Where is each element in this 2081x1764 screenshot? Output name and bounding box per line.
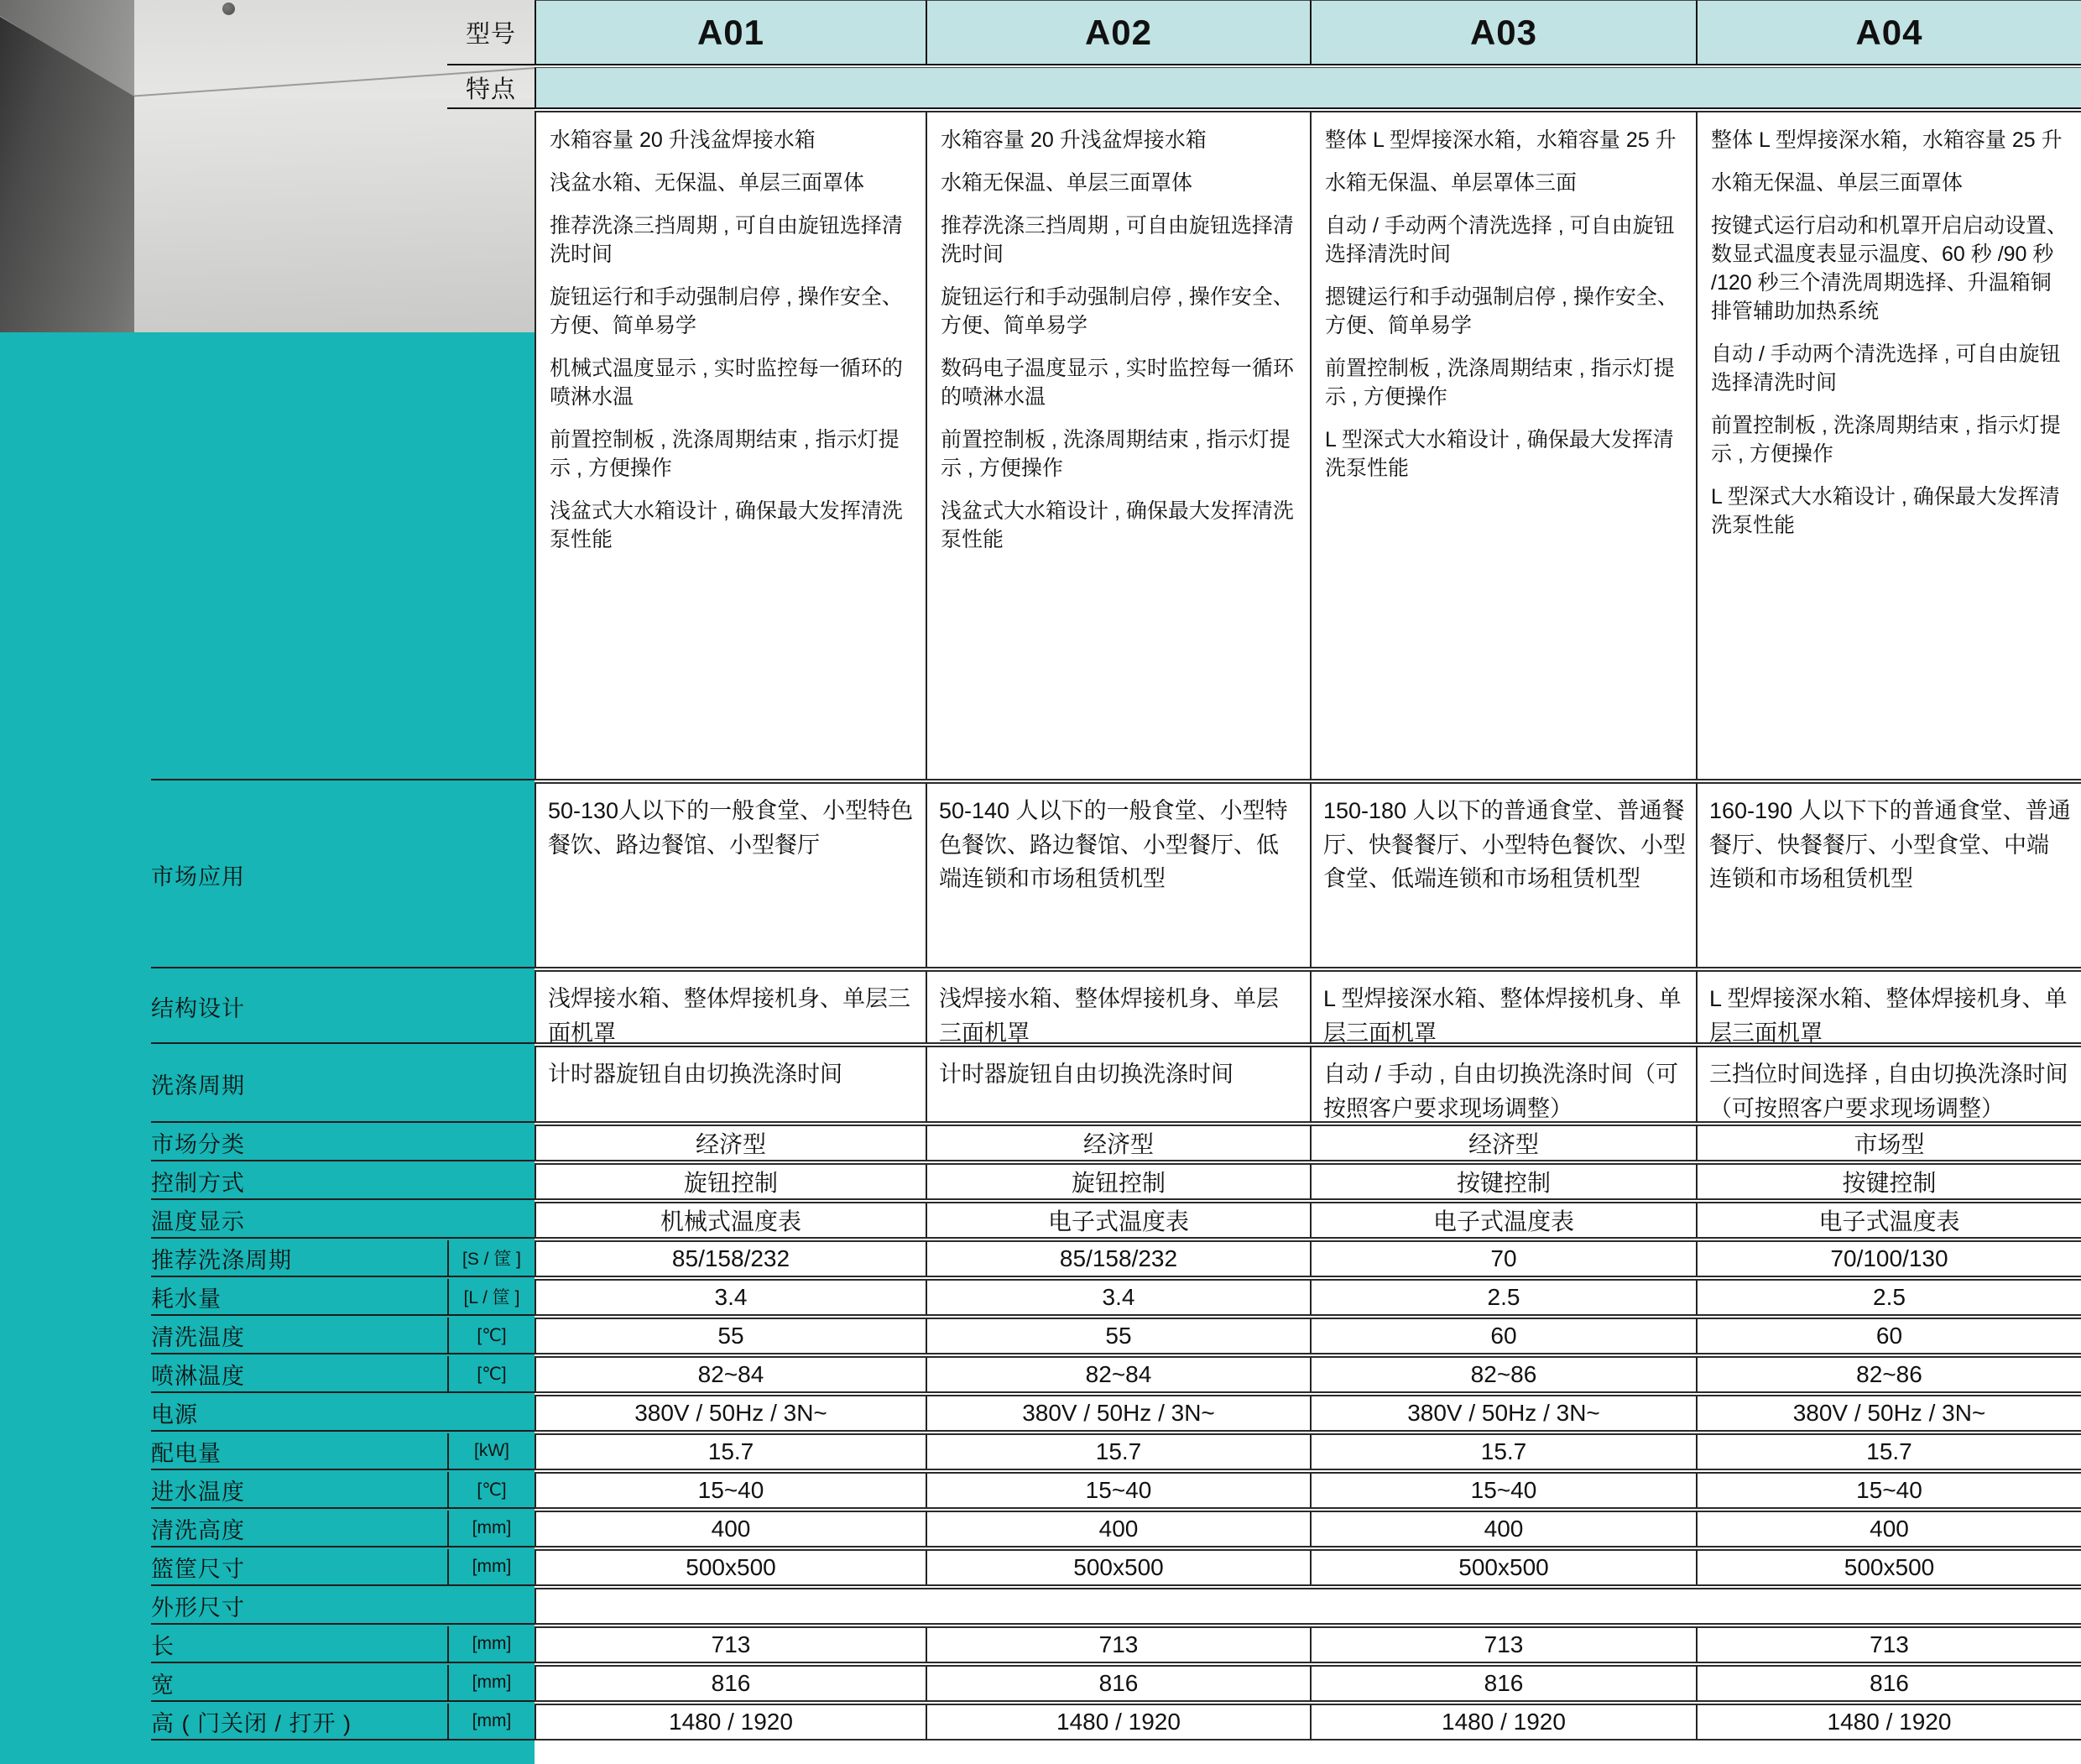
spec-value-power-supply-a03: 380V / 50Hz / 3N~ xyxy=(1310,1395,1696,1432)
spec-value-recommended-wash-cycle-a02: 85/158/232 xyxy=(926,1240,1310,1277)
feature-item: 浅盆式大水箱设计 , 确保最大发挥清洗泵性能 xyxy=(941,499,1294,551)
spec-label-power-rating: 配电量 xyxy=(151,1433,447,1470)
spec-unit-wash-temperature: [℃] xyxy=(447,1318,535,1354)
spec-value-power-supply-a04: 380V / 50Hz / 3N~ xyxy=(1696,1395,2081,1432)
spec-label-width: 宽 xyxy=(151,1665,447,1702)
spec-value-height-door-closed-open-a04: 1480 / 1920 xyxy=(1696,1704,2081,1741)
feature-item: 水箱无保温、单层三面罩体 xyxy=(1711,171,1964,195)
spec-value-inlet-water-temperature-a03: 15~40 xyxy=(1310,1472,1696,1509)
feature-item: 整体 L 型焊接深水箱，水箱容量 25 升 xyxy=(1711,128,2063,152)
feature-item: 水箱容量 20 升浅盆焊接水箱 xyxy=(941,128,1207,152)
spec-value-rinse-temperature-a03: 82~86 xyxy=(1310,1356,1696,1393)
spec-value-market-application-a04: 160-190 人以下下的普通食堂、普通餐厅、快餐餐厅、小型食堂、中端连锁和市场租赁机型 xyxy=(1696,782,2081,968)
spec-label-basket-size: 篮筐尺寸 xyxy=(151,1549,447,1586)
spec-label-wash-temperature: 清洗温度 xyxy=(151,1318,447,1354)
feature-item: 推荐洗涤三挡周期 , 可自由旋钮选择清洗时间 xyxy=(941,214,1294,266)
features-cell-a03 xyxy=(1310,111,1696,780)
spec-value-wash-cycle-a04: 三挡位时间选择 , 自由切换洗涤时间（可按照客户要求现场调整） xyxy=(1696,1046,2081,1123)
spec-unit-length: [mm] xyxy=(447,1626,535,1663)
spec-value-basket-size-a02: 500x500 xyxy=(926,1549,1310,1586)
spec-value-temp-display-a02: 电子式温度表 xyxy=(926,1202,1310,1239)
spec-value-length-a02: 713 xyxy=(926,1626,1310,1663)
spec-label-inlet-water-temperature: 进水温度 xyxy=(151,1472,447,1509)
spec-value-wash-height-a01: 400 xyxy=(535,1511,926,1547)
spec-value-inlet-water-temperature-a04: 15~40 xyxy=(1696,1472,2081,1509)
feature-item: 水箱无保温、单层三面罩体 xyxy=(941,171,1193,195)
spec-value-power-rating-a02: 15.7 xyxy=(926,1433,1310,1470)
spec-value-water-consumption-a01: 3.4 xyxy=(535,1279,926,1316)
spec-label-height-door-closed-open: 高 ( 门关闭 / 打开 ) xyxy=(151,1704,447,1741)
spec-value-rinse-temperature-a01: 82~84 xyxy=(535,1356,926,1393)
spec-value-power-supply-a01: 380V / 50Hz / 3N~ xyxy=(535,1395,926,1432)
spec-value-market-class-a04: 市场型 xyxy=(1696,1125,2081,1161)
features-header-band xyxy=(535,67,2081,109)
spec-value-basket-size-a01: 500x500 xyxy=(535,1549,926,1586)
feature-item: 浅盆水箱、无保温、单层三面罩体 xyxy=(550,171,865,195)
spec-unit-recommended-wash-cycle: [S / 筐 ] xyxy=(447,1240,535,1277)
spec-unit-power-rating: [kW] xyxy=(447,1433,535,1470)
feature-item: L 型深式大水箱设计 , 确保最大发挥清洗泵性能 xyxy=(1711,485,2060,537)
feature-item: 前置控制板 , 洗涤周期结束 , 指示灯提示 , 方便操作 xyxy=(1711,414,2061,466)
spec-value-recommended-wash-cycle-a04: 70/100/130 xyxy=(1696,1240,2081,1277)
spec-value-control-type-a04: 按键控制 xyxy=(1696,1163,2081,1200)
feature-item: 数码电子温度显示 , 实时监控每一循环的喷淋水温 xyxy=(941,357,1294,409)
spec-value-rinse-temperature-a02: 82~84 xyxy=(926,1356,1310,1393)
spec-value-wash-temperature-a01: 55 xyxy=(535,1318,926,1354)
spec-value-wash-height-a02: 400 xyxy=(926,1511,1310,1547)
spec-value-height-door-closed-open-a02: 1480 / 1920 xyxy=(926,1704,1310,1741)
spec-value-water-consumption-a03: 2.5 xyxy=(1310,1279,1696,1316)
feature-item: 旋钮运行和手动强制启停 , 操作安全、方便、简单易学 xyxy=(941,285,1294,337)
spec-value-market-application-a03: 150-180 人以下的普通食堂、普通餐厅、快餐餐厅、小型特色餐饮、小型食堂、低端连锁和市场租赁机型 xyxy=(1310,782,1696,968)
spec-value-inlet-water-temperature-a01: 15~40 xyxy=(535,1472,926,1509)
spec-value-structure-design-a02: 浅焊接水箱、整体焊接机身、单层三面机罩 xyxy=(926,970,1310,1044)
feature-item: 前置控制板 , 洗涤周期结束 , 指示灯提示 , 方便操作 xyxy=(1325,357,1675,409)
spec-unit-height-door-closed-open: [mm] xyxy=(447,1704,535,1741)
feature-item: L 型深式大水箱设计 , 确保最大发挥清洗泵性能 xyxy=(1325,428,1674,480)
model-row-label: 型号 xyxy=(447,0,535,65)
spec-value-temp-display-a03: 电子式温度表 xyxy=(1310,1202,1696,1239)
spec-value-water-consumption-a04: 2.5 xyxy=(1696,1279,2081,1316)
feature-item: 前置控制板 , 洗涤周期结束 , 指示灯提示 , 方便操作 xyxy=(941,428,1291,480)
features-row-label: 特点 xyxy=(447,67,535,109)
spec-value-wash-temperature-a04: 60 xyxy=(1696,1318,2081,1354)
spec-label-wash-height: 清洗高度 xyxy=(151,1511,447,1547)
spec-value-market-class-a02: 经济型 xyxy=(926,1125,1310,1161)
spec-value-power-rating-a04: 15.7 xyxy=(1696,1433,2081,1470)
spec-value-height-door-closed-open-a01: 1480 / 1920 xyxy=(535,1704,926,1741)
spec-label-market-application: 市场应用 xyxy=(151,782,535,968)
spec-value-market-class-a03: 经济型 xyxy=(1310,1125,1696,1161)
spec-value-power-rating-a01: 15.7 xyxy=(535,1433,926,1470)
spec-label-wash-cycle: 洗涤周期 xyxy=(151,1046,535,1123)
spec-label-rinse-temperature: 喷淋温度 xyxy=(151,1356,447,1393)
spec-value-height-door-closed-open-a03: 1480 / 1920 xyxy=(1310,1704,1696,1741)
spec-value-length-a01: 713 xyxy=(535,1626,926,1663)
spec-unit-wash-height: [mm] xyxy=(447,1511,535,1547)
spec-value-structure-design-a01: 浅焊接水箱、整体焊接机身、单层三面机罩 xyxy=(535,970,926,1044)
feature-item: 水箱无保温、单层罩体三面 xyxy=(1325,171,1578,195)
spec-span-cell-outline-dimensions xyxy=(535,1588,2081,1625)
spec-value-water-consumption-a02: 3.4 xyxy=(926,1279,1310,1316)
spec-value-temp-display-a04: 电子式温度表 xyxy=(1696,1202,2081,1239)
spec-value-wash-height-a04: 400 xyxy=(1696,1511,2081,1547)
feature-item: 旋钮运行和手动强制启停 , 操作安全、方便、简单易学 xyxy=(550,285,903,337)
spec-value-structure-design-a04: L 型焊接深水箱、整体焊接机身、单层三面机罩 xyxy=(1696,970,2081,1044)
model-header-a01: A01 xyxy=(535,0,926,65)
spec-label-temp-display: 温度显示 xyxy=(151,1202,535,1239)
spec-unit-width: [mm] xyxy=(447,1665,535,1702)
spec-label-market-class: 市场分类 xyxy=(151,1125,535,1161)
model-header-a02: A02 xyxy=(926,0,1310,65)
spec-value-control-type-a02: 旋钮控制 xyxy=(926,1163,1310,1200)
spec-value-wash-cycle-a01: 计时器旋钮自由切换洗涤时间 xyxy=(535,1046,926,1123)
spec-value-market-application-a01: 50-130人以下的一般食堂、小型特色餐饮、路边餐馆、小型餐厅 xyxy=(535,782,926,968)
feature-item: 整体 L 型焊接深水箱，水箱容量 25 升 xyxy=(1325,128,1677,152)
spec-value-inlet-water-temperature-a02: 15~40 xyxy=(926,1472,1310,1509)
feature-item: 自动 / 手动两个清洗选择 , 可自由旋钮选择清洗时间 xyxy=(1325,214,1675,266)
spec-value-wash-temperature-a03: 60 xyxy=(1310,1318,1696,1354)
spec-value-structure-design-a03: L 型焊接深水箱、整体焊接机身、单层三面机罩 xyxy=(1310,970,1696,1044)
spec-label-water-consumption: 耗水量 xyxy=(151,1279,447,1316)
spec-value-basket-size-a03: 500x500 xyxy=(1310,1549,1696,1586)
spec-value-market-application-a02: 50-140 人以下的一般食堂、小型特色餐饮、路边餐馆、小型餐厅、低端连锁和市场租赁机型 xyxy=(926,782,1310,968)
spec-unit-inlet-water-temperature: [℃] xyxy=(447,1472,535,1509)
feature-item: 前置控制板 , 洗涤周期结束 , 指示灯提示 , 方便操作 xyxy=(550,428,900,480)
spec-label-length: 长 xyxy=(151,1626,447,1663)
spec-value-control-type-a03: 按键控制 xyxy=(1310,1163,1696,1200)
spec-label-recommended-wash-cycle: 推荐洗涤周期 xyxy=(151,1240,447,1277)
spec-value-power-supply-a02: 380V / 50Hz / 3N~ xyxy=(926,1395,1310,1432)
spec-value-rinse-temperature-a04: 82~86 xyxy=(1696,1356,2081,1393)
spec-value-length-a04: 713 xyxy=(1696,1626,2081,1663)
spec-value-length-a03: 713 xyxy=(1310,1626,1696,1663)
spec-value-wash-temperature-a02: 55 xyxy=(926,1318,1310,1354)
spec-value-width-a04: 816 xyxy=(1696,1665,2081,1702)
spec-value-wash-cycle-a02: 计时器旋钮自由切换洗涤时间 xyxy=(926,1046,1310,1123)
spec-value-width-a01: 816 xyxy=(535,1665,926,1702)
spec-value-control-type-a01: 旋钮控制 xyxy=(535,1163,926,1200)
features-cell-a01 xyxy=(535,111,926,780)
feature-item: 按键式运行启动和机罩开启启动设置、数显式温度表显示温度、60 秒 /90 秒 /120 秒三个清洗周期选择、升温箱铜排管辅助加热系统 xyxy=(1711,214,2068,323)
spec-value-width-a02: 816 xyxy=(926,1665,1310,1702)
spec-unit-rinse-temperature: [℃] xyxy=(447,1356,535,1393)
model-header-a04: A04 xyxy=(1696,0,2081,65)
spec-value-temp-display-a01: 机械式温度表 xyxy=(535,1202,926,1239)
spec-unit-water-consumption: [L / 筐 ] xyxy=(447,1279,535,1316)
spec-value-width-a03: 816 xyxy=(1310,1665,1696,1702)
features-cell-a02 xyxy=(926,111,1310,780)
spec-value-power-rating-a03: 15.7 xyxy=(1310,1433,1696,1470)
spec-value-basket-size-a04: 500x500 xyxy=(1696,1549,2081,1586)
spec-value-recommended-wash-cycle-a03: 70 xyxy=(1310,1240,1696,1277)
spec-value-wash-cycle-a03: 自动 / 手动 , 自由切换洗涤时间（可按照客户要求现场调整） xyxy=(1310,1046,1696,1123)
features-cell-a04 xyxy=(1696,111,2081,780)
feature-item: 推荐洗涤三挡周期 , 可自由旋钮选择清洗时间 xyxy=(550,214,903,266)
spec-label-outline-dimensions: 外形尺寸 xyxy=(151,1588,535,1625)
feature-item: 水箱容量 20 升浅盆焊接水箱 xyxy=(550,128,816,152)
features-left-underline xyxy=(151,111,535,780)
spec-label-power-supply: 电源 xyxy=(151,1395,535,1432)
spec-label-structure-design: 结构设计 xyxy=(151,970,535,1044)
feature-item: 摁键运行和手动强制启停 , 操作安全、方便、简单易学 xyxy=(1325,285,1678,337)
spec-label-control-type: 控制方式 xyxy=(151,1163,535,1200)
feature-item: 自动 / 手动两个清洗选择 , 可自由旋钮选择清洗时间 xyxy=(1711,342,2061,394)
model-header-a03: A03 xyxy=(1310,0,1696,65)
spec-value-market-class-a01: 经济型 xyxy=(535,1125,926,1161)
feature-item: 机械式温度显示 , 实时监控每一循环的喷淋水温 xyxy=(550,357,903,409)
spec-value-recommended-wash-cycle-a01: 85/158/232 xyxy=(535,1240,926,1277)
feature-item: 浅盆式大水箱设计 , 确保最大发挥清洗泵性能 xyxy=(550,499,903,551)
spec-unit-basket-size: [mm] xyxy=(447,1549,535,1586)
spec-value-wash-height-a03: 400 xyxy=(1310,1511,1696,1547)
